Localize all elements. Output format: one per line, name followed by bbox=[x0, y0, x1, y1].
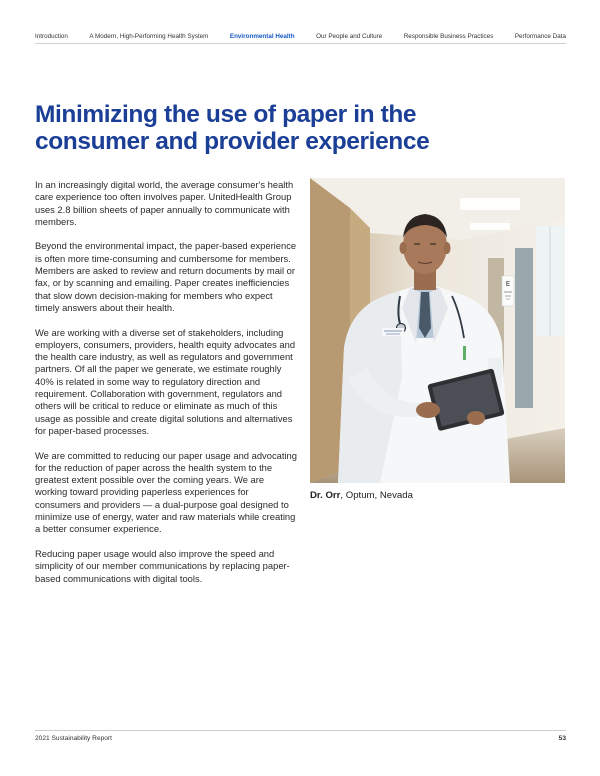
page-title bbox=[35, 101, 455, 155]
paragraph: We are committed to reducing our paper usage and advocating for the reduction of paper across the health system to the greatest extent possible over the coming years. We are working toward providing paperless experiences for consumers and providers — a dual-purpose goal designed to minimize use of energy, water and raw materials while creating a better consumer experience. bbox=[35, 449, 297, 535]
nav-people-culture[interactable]: Our People and Culture bbox=[316, 33, 383, 40]
nav-divider bbox=[35, 43, 566, 44]
paragraph: In an increasingly digital world, the average consumer's health care experience too often involves paper. UnitedHealth Group uses 2.8 billion sheets of paper annually to communicate with members. bbox=[35, 179, 294, 227]
article-body bbox=[35, 179, 297, 597]
nav-introduction[interactable]: Introduction bbox=[35, 33, 68, 40]
doctor-photo bbox=[310, 178, 565, 483]
paragraph: Beyond the environmental impact, the paper-based experience is often more time-consuming and cumbersome for members. Members are asked to review and return documents by mail or fax, or by scanning and emailing. Paper creates inefficiencies that slow down decision-making for members who expect timely answers about their health. bbox=[35, 240, 297, 313]
footer-divider bbox=[35, 730, 566, 731]
paragraph: We are working with a diverse set of stakeholders, including employers, consumers, providers, health equity advocates and the health care industry, as well as regulators and government partners. Of all the paper we generate, we estimate roughly 40% is related in some way to regulatory direction and requirement. Collaboration with government, regulators and others will be critical to reduce or eliminate as much of this usage as possible and create digital solutions and alternatives for paper-based processes. bbox=[35, 326, 296, 436]
paragraph: Reducing paper usage would also improve the speed and simplicity of our member communications by replacing paper-based communications with digital tools. bbox=[35, 547, 290, 584]
page-footer bbox=[35, 735, 566, 742]
report-name: 2021 Sustainability Report bbox=[35, 735, 112, 742]
page-number: 53 bbox=[558, 735, 566, 742]
section-nav bbox=[35, 33, 566, 40]
nav-performance-data[interactable]: Performance Data bbox=[514, 33, 566, 40]
nav-environmental-health[interactable]: Environmental Health bbox=[229, 33, 295, 40]
title-line-1: Minimizing the use of paper in the bbox=[35, 101, 417, 128]
doctor-illustration bbox=[310, 178, 565, 483]
nav-modern-health-system[interactable]: A Modern, High-Performing Health System bbox=[89, 33, 209, 40]
caption-name: Dr. Orr bbox=[310, 490, 341, 501]
caption-detail: , Optum, Nevada bbox=[340, 490, 413, 501]
title-line-2: consumer and provider experience bbox=[35, 128, 430, 155]
photo-caption bbox=[310, 490, 565, 501]
nav-responsible-business[interactable]: Responsible Business Practices bbox=[403, 33, 494, 40]
eye-chart-letter: E bbox=[505, 280, 511, 288]
